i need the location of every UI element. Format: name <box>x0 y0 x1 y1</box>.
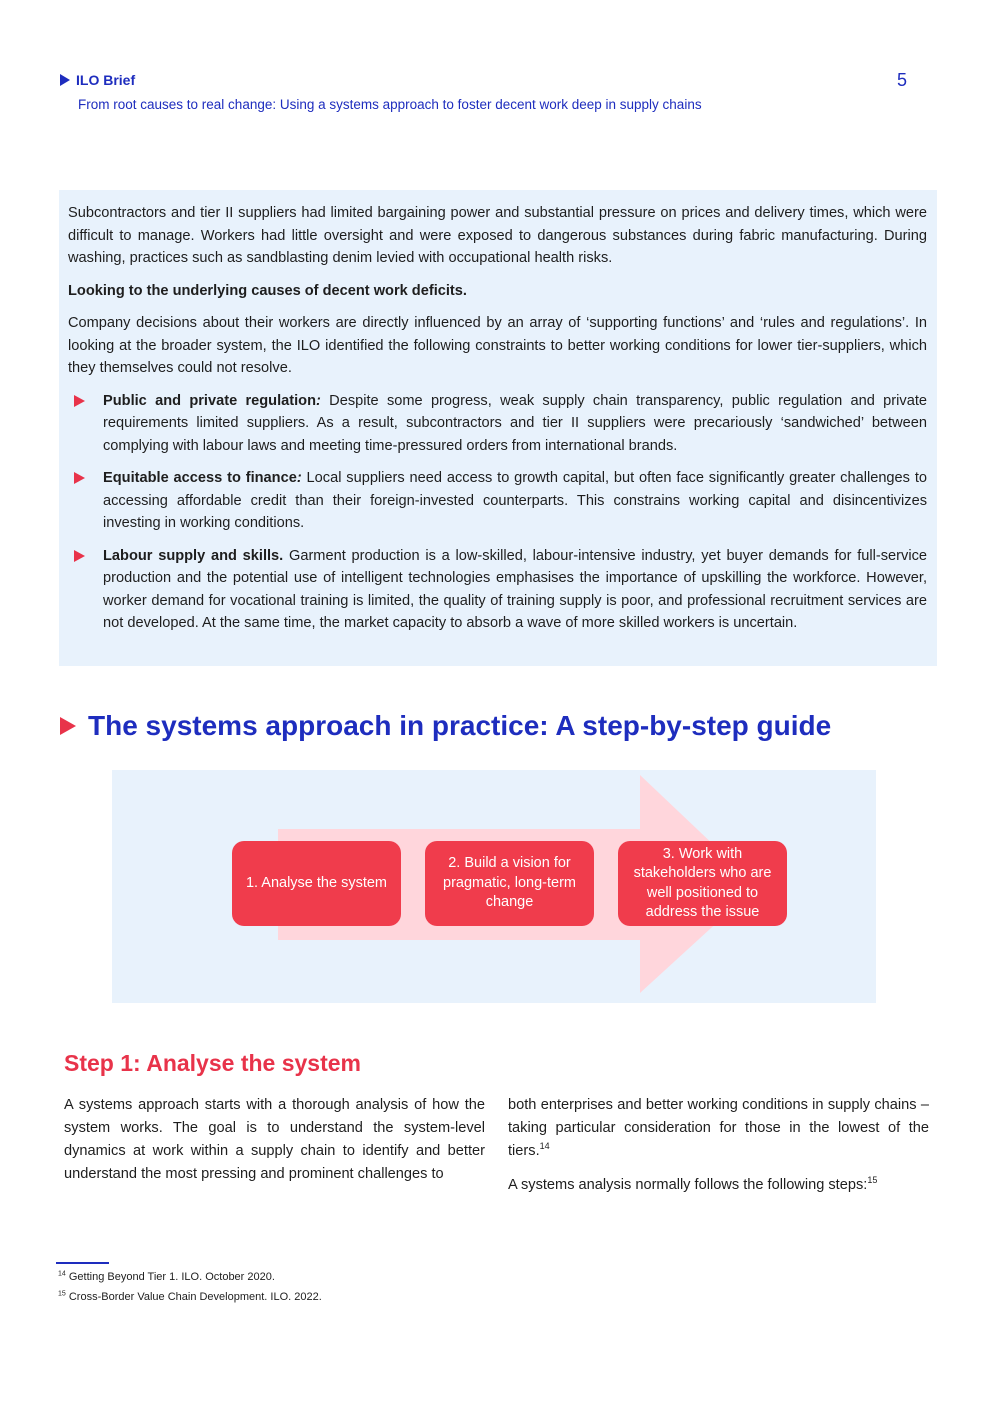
step-box-vision: 2. Build a vision for pragmatic, long-term change <box>425 841 594 926</box>
footnote-number: 14 <box>58 1270 66 1278</box>
step1-paragraph: A systems approach starts with a thorough analysis of how the system works. The goal is to understand the system-level dynamics at work within a supply chain to identify and better understand the most pressing and prominent challenges to <box>64 1097 485 1182</box>
case-study-box <box>59 190 937 666</box>
bullet-title: Labour supply and skills. <box>103 547 284 564</box>
step1-paragraph-continued <box>508 1094 929 1163</box>
footnote-divider <box>56 1262 109 1264</box>
brief-label: ILO Brief <box>76 72 136 88</box>
footnote <box>58 1291 322 1303</box>
process-diagram <box>112 770 876 1003</box>
bullet-title: Public and private regulation <box>103 392 317 409</box>
triangle-bullet-icon <box>74 550 85 562</box>
bullet-title: Equitable access to finance <box>103 470 297 486</box>
footnote <box>58 1271 275 1283</box>
page-number: 5 <box>897 70 908 90</box>
steps-intro-paragraph <box>508 1174 929 1197</box>
document-subtitle: From root causes to real change: Using a systems approach to foster decent work deep in supply chains <box>78 97 702 112</box>
step-box-stakeholders: 3. Work with stakeholders who are well positioned to address the issue <box>618 841 787 926</box>
step1-heading: Step 1: Analyse the system <box>64 1050 361 1076</box>
bullet-text: Local suppliers need access to growth capital, but often face significantly greater challenges to accessing affordable credit than their foreign-invested counterparts. This constrains working capital and disincentivizes investing in working conditions. <box>103 470 927 531</box>
footnote-ref[interactable]: 15 <box>867 1175 878 1186</box>
section-title: The systems approach in practice: A step-by-step guide <box>88 710 832 741</box>
footnote-ref[interactable]: 14 <box>539 1141 550 1152</box>
bullet-text: Despite some progress, weak supply chain transparency, public regulation and private requirements limited suppliers. As a result, subcontractors and tier II suppliers were precariously ‘sandwiched’ between complying with labour laws and meeting time-pressured orders from international brands. <box>103 392 927 454</box>
paragraph-text: both enterprises and better working conditions in supply chains – taking particular consideration for those in the lowest of the tiers. <box>508 1097 929 1159</box>
bullet-item <box>68 545 927 635</box>
step1-column-right <box>508 1094 929 1208</box>
bullet-separator: : <box>316 392 321 409</box>
triangle-bullet-icon <box>74 395 85 407</box>
footnote-text: Cross-Border Value Chain Development. ILO. 2022. <box>68 1291 322 1303</box>
footnote-text: Getting Beyond Tier 1. ILO. October 2020. <box>68 1271 275 1283</box>
triangle-bullet-icon <box>74 472 85 484</box>
triangle-bullet-icon <box>60 717 76 735</box>
bullet-text: Garment production is a low-skilled, labour-intensive industry, yet buyer demands for full-service production and the potential use of intelligent technologies emphasises the importance of upskilling the workforce. However, worker demand for vocational training is limited, the quality of training supply is poor, and professional recruitment services are not developed. At the same time, the market capacity to absorb a wave of more skilled workers is uncertain. <box>103 547 927 631</box>
bullet-separator: : <box>296 470 302 486</box>
step1-column-left <box>64 1094 485 1197</box>
paragraph-text: A systems analysis normally follows the following steps: <box>508 1177 868 1193</box>
bullet-item <box>68 467 927 535</box>
box-paragraph: Company decisions about their workers are directly influenced by an array of ‘supporting functions’ and ‘rules and regulations’. In looking at the broader system, the ILO identified the following constraints to better working conditions for lower tier-suppliers, which they themselves could not resolve. <box>68 315 927 376</box>
bullet-item <box>68 390 927 458</box>
footnote-number: 15 <box>58 1290 66 1298</box>
section-heading <box>60 710 831 742</box>
triangle-bullet-icon <box>60 74 70 86</box>
brief-header <box>60 72 135 88</box>
box-subheading: Looking to the underlying causes of decent work deficits. <box>68 282 467 299</box>
step-box-analyse: 1. Analyse the system <box>232 841 401 926</box>
box-intro-paragraph: Subcontractors and tier II suppliers had limited bargaining power and substantial pressure on prices and delivery times, which were difficult to manage. Workers had little oversight and were exposed to dangerous substances during fabric manufacturing. During washing, practices such as sandblasting denim levied with occupational health risks. <box>68 205 927 266</box>
